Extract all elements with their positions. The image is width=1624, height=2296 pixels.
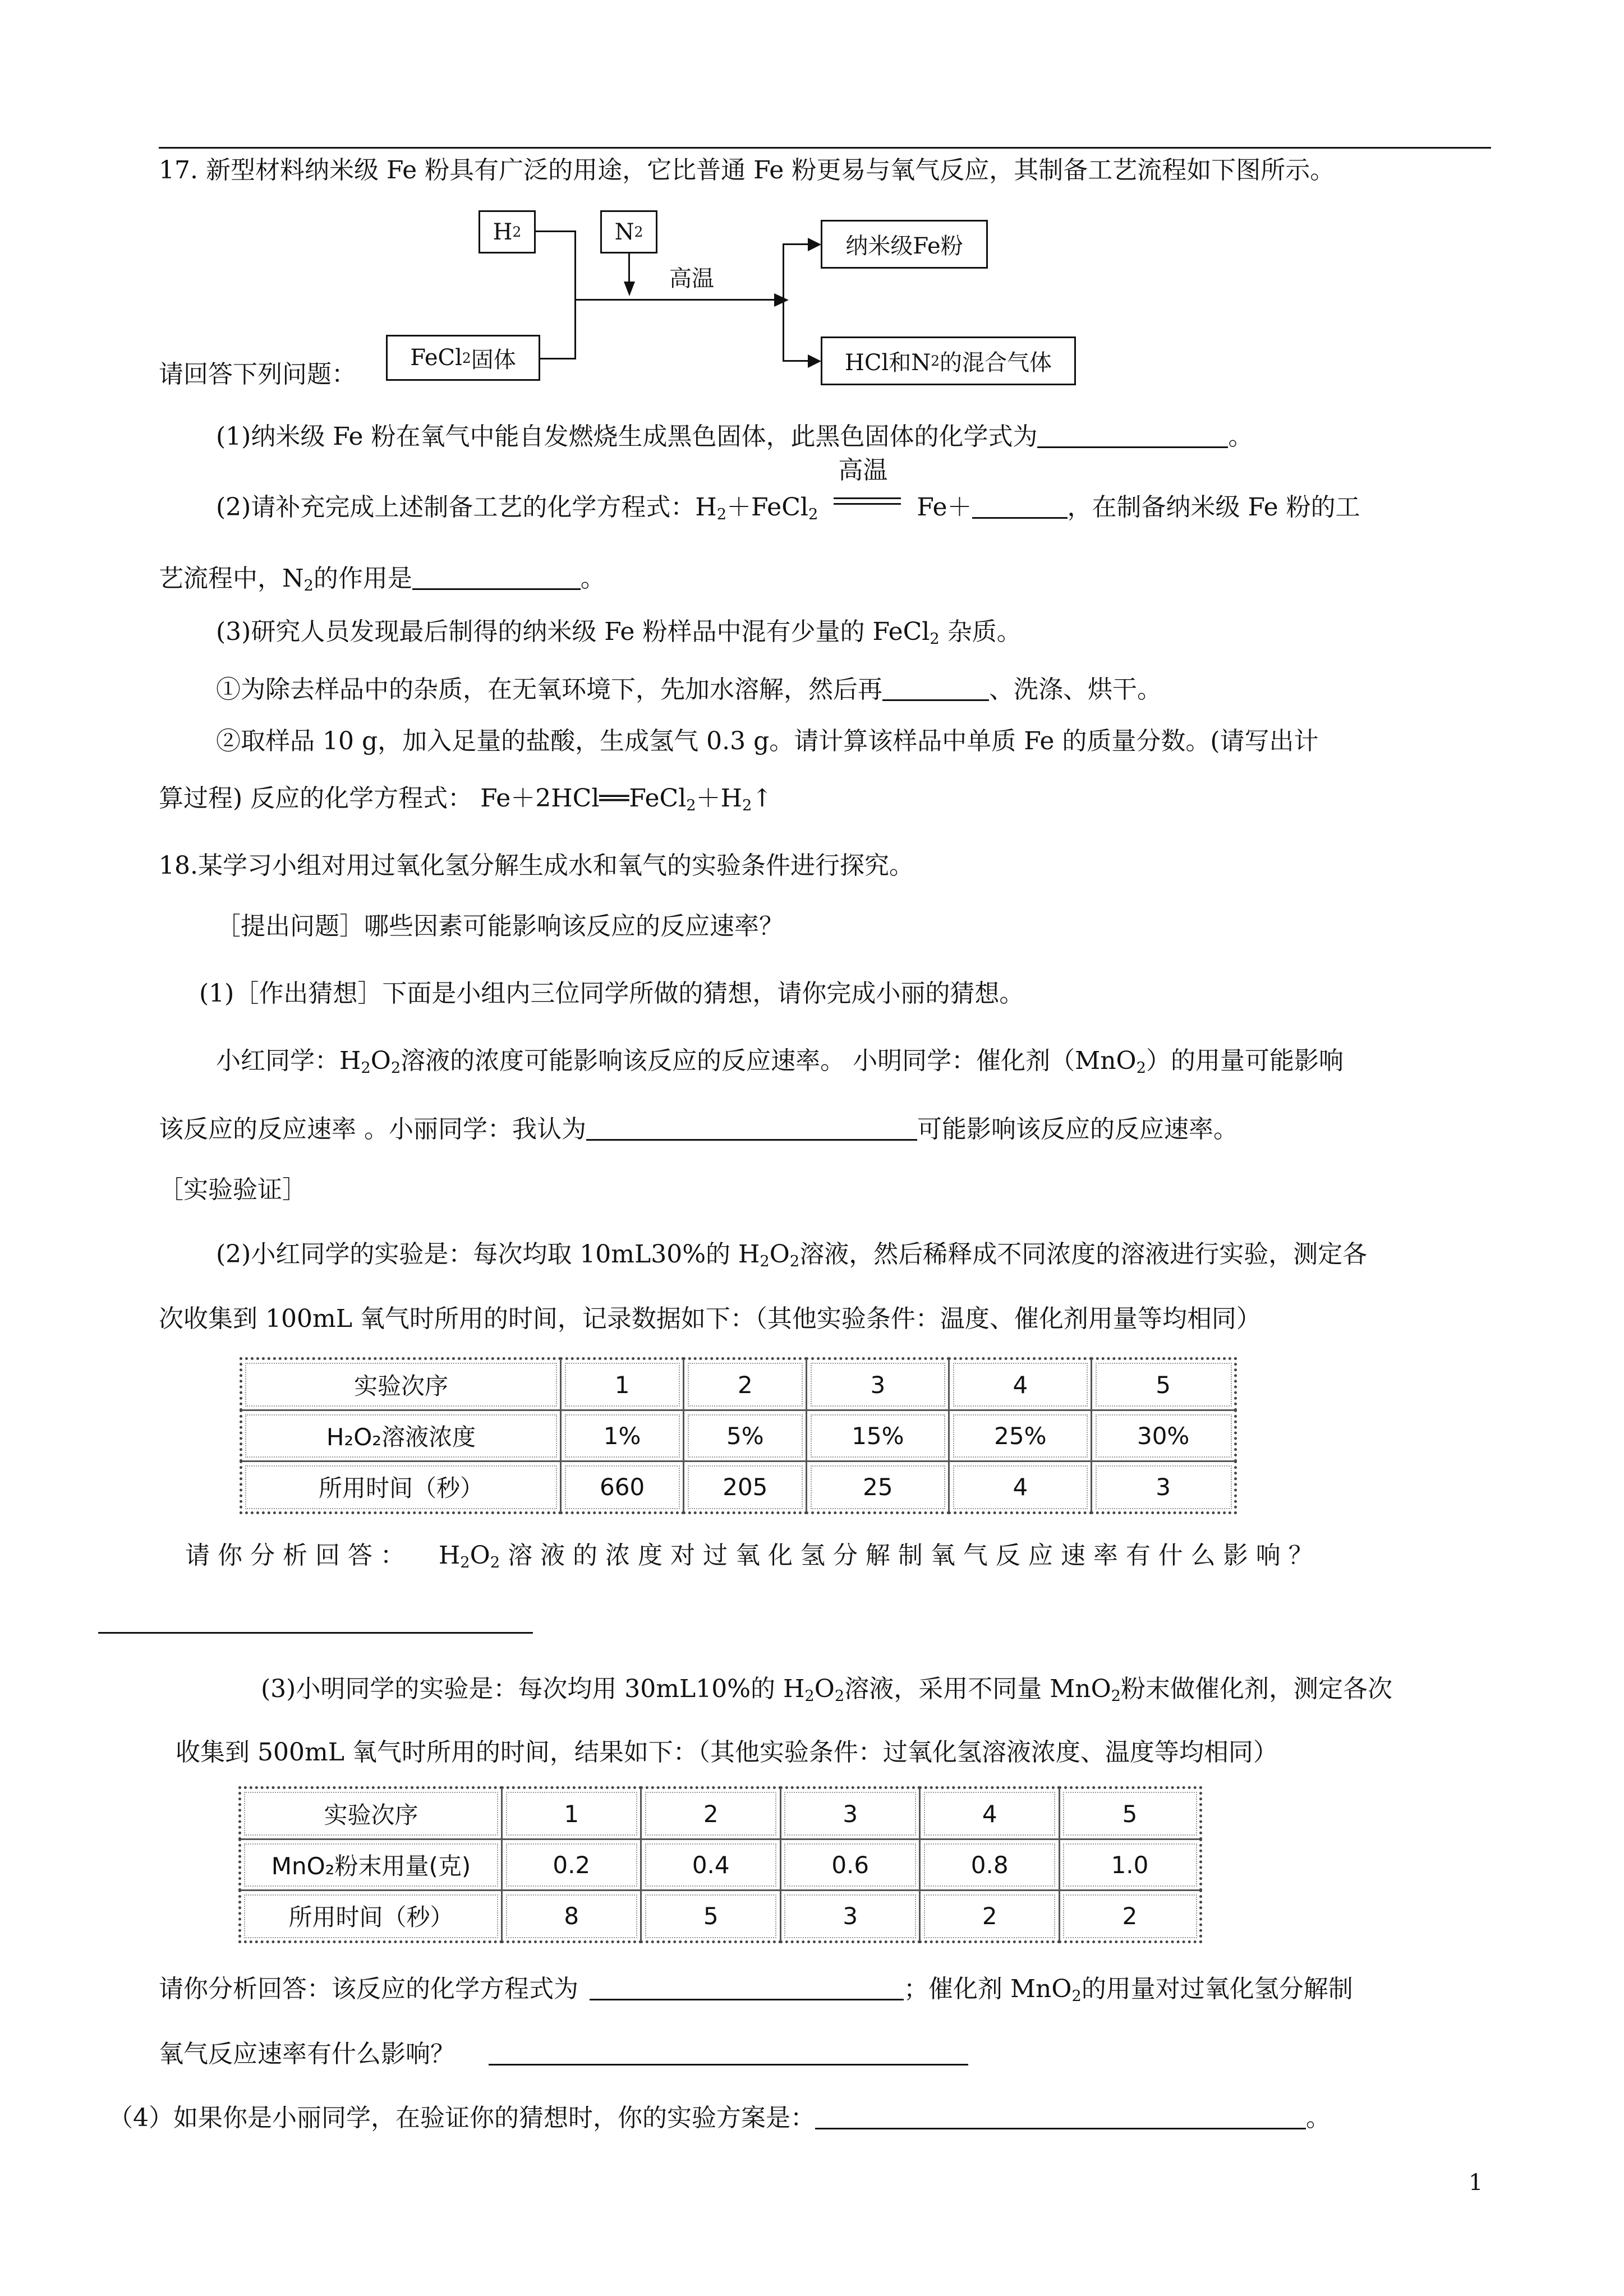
q18-p2-b: O (769, 1240, 790, 1269)
fecl2-sub: 2 (462, 349, 471, 366)
h2-box (479, 210, 536, 253)
q18-hong-sub1: 2 (361, 1059, 371, 1077)
table-cell: 3 (780, 1891, 919, 1942)
q18-verify-heading: ［实验验证］ (159, 1175, 307, 1204)
condition-line-a (834, 497, 901, 499)
q18-an1-sub1: 2 (460, 1553, 470, 1571)
nano-fe-label: 纳米级Fe粉 (845, 233, 963, 259)
table-row (241, 1461, 1236, 1513)
q17-p3-text-b: 杂质。 (939, 617, 1022, 646)
q17-p2-text-d: ，在制备纳米级 Fe 粉的工 (1067, 493, 1360, 522)
q18-an2-c: 的用量对过氧化氢分解制 (1081, 1975, 1353, 2003)
gas-mix-box (821, 336, 1076, 385)
q17-p3i-text-b: 、洗涤、烘干。 (989, 675, 1162, 704)
split-top-arrow (808, 237, 822, 252)
q18-an2-line2-text: 氧气反应速率有什么影响？ (159, 2040, 455, 2068)
fecl2-connector (540, 358, 576, 359)
q17-p3ii2-sub2: 2 (742, 796, 752, 814)
n2-label: N (614, 219, 634, 245)
gas-mix-label-b: 的混合气体 (940, 350, 1052, 376)
table-row (241, 1410, 1236, 1461)
q17-part3-ii: ②取样品 10 g，加入足量的盐酸，生成氢气 0.3 g。请计算该样品中单质 Fe 的质量分数。(请写出计 (216, 727, 1319, 755)
q18-p3-sub1: 2 (804, 1687, 815, 1705)
q18-an2-sub: 2 (1071, 1987, 1082, 2005)
table-header-cell: 4 (920, 1788, 1059, 1839)
q18-part1: (1)［作出猜想］下面是小组内三位同学所做的猜想，请你完成小丽的猜想。 (199, 979, 1024, 1008)
table-row (240, 1839, 1201, 1891)
q18-an2-b: ；催化剂 MnO (904, 1975, 1072, 2003)
table-header-cell: 实验次序 (240, 1788, 502, 1839)
table-cell: 0.4 (641, 1839, 780, 1891)
table-header-cell: 实验次序 (241, 1359, 561, 1410)
q18-li-b: 可能影响该反应的反应速率。 (917, 1115, 1238, 1144)
header-rule (159, 147, 1491, 149)
q18-p3-d: 粉末做催化剂，测定各次 (1121, 1675, 1393, 1703)
nano-fe-box (821, 220, 988, 269)
q17-part3 (216, 617, 1022, 648)
answer-blank-4[interactable] (882, 675, 989, 701)
q17-p1-end: 。 (1228, 422, 1253, 451)
high-temp-label: 高温 (669, 266, 714, 292)
table-row (240, 1891, 1201, 1942)
n2-box (600, 210, 657, 253)
reaction-condition (834, 456, 901, 515)
h2-label: H (493, 219, 513, 245)
q18-part2 (216, 1242, 1367, 1269)
q17-p2l2-end: 。 (580, 564, 605, 593)
table-row-label: 所用时间（秒） (240, 1891, 502, 1942)
q18-intro: 18.某学习小组对用过氧化氢分解生成水和氧气的实验条件进行探究。 (159, 851, 914, 880)
table-cell: 30% (1092, 1410, 1236, 1461)
answer-blank-7[interactable] (590, 1974, 904, 2000)
table-header-cell: 5 (1059, 1788, 1200, 1839)
n2-arrow-head (623, 282, 636, 297)
table-row-label: H₂O₂溶液浓度 (241, 1410, 561, 1461)
q17-p2-text-b: ＋FeCl (726, 493, 808, 522)
q18-p2-a: (2)小红同学的实验是：每次均取 10mL30%的 H (216, 1240, 760, 1269)
q18-p3-sub3: 2 (1111, 1687, 1121, 1705)
q18-an1-a: 请 你 分 析 回 答 ： (185, 1541, 405, 1570)
answer-blank-9[interactable] (815, 2103, 1306, 2129)
table-header-cell: 4 (949, 1359, 1092, 1410)
table-header-cell: 3 (780, 1788, 919, 1839)
q17-p3i-text-a: ①为除去样品中的杂质，在无氧环境下，先加水溶解，然后再 (216, 675, 882, 704)
q18-xiaohong (216, 1046, 1344, 1077)
table-cell: 4 (949, 1461, 1092, 1513)
answer-blank-5[interactable] (586, 1114, 917, 1141)
table-mno2 (238, 1786, 1202, 1943)
table-cell: 1% (561, 1410, 684, 1461)
table-cell: 0.8 (920, 1839, 1059, 1891)
q17-intro: 17. 新型材料纳米级 Fe 粉具有广泛的用途，它比普通 Fe 粉更易与氧气反应，其制备工艺流程如下图所示。 (159, 156, 1335, 185)
q18-p4-end: 。 (1306, 2104, 1331, 2132)
table-cell: 660 (561, 1461, 684, 1513)
table-row-label: MnO₂粉末用量(克) (240, 1839, 502, 1891)
fecl2-label: FeCl (410, 345, 462, 371)
fecl2-box (386, 335, 540, 381)
q17-p2l2-text-a: 艺流程中，N (159, 564, 304, 593)
table-cell: 15% (807, 1410, 949, 1461)
table-cell: 205 (684, 1461, 807, 1513)
table-header-cell: 1 (561, 1359, 684, 1410)
q18-part3-line2: 收集到 500mL 氧气时所用的时间，结果如下：（其他实验条件：过氧化氢溶液浓度、温度等均相同） (176, 1738, 1278, 1767)
answer-blank-8[interactable] (489, 2039, 968, 2066)
q18-p3-sub2: 2 (834, 1687, 845, 1705)
q18-analyze2-line2 (159, 2039, 968, 2067)
q17-p1-text: (1)纳米级 Fe 粉在氧气中能自发燃烧生成黑色固体，此黑色固体的化学式为 (216, 422, 1038, 451)
q17-p3ii2-text-a: 算过程) 反应的化学方程式： Fe＋2HCl══FeCl (159, 784, 687, 813)
n2-sub: 2 (634, 224, 643, 240)
q18-hong-a: 小红同学：H (216, 1046, 361, 1075)
h2-sub: 2 (512, 224, 522, 240)
gas-mix-label-a: HCl和N (844, 350, 931, 376)
q18-analyze2 (159, 1974, 1353, 2004)
table-header-cell: 5 (1092, 1359, 1236, 1410)
table-concentration (240, 1357, 1237, 1514)
answer-blank-6[interactable] (98, 1632, 533, 1634)
table-cell: 8 (502, 1891, 641, 1942)
q18-hong-b: O (370, 1046, 391, 1075)
gas-arrow: ↑ (752, 784, 773, 813)
table-header-cell: 3 (807, 1359, 949, 1410)
q18-hong-d: ）的用量可能影响 (1145, 1046, 1344, 1075)
q17-part1 (216, 422, 1253, 449)
fecl2-rest: 固体 (471, 347, 516, 373)
merge-vertical (574, 230, 576, 359)
q17-part3-ii-line2 (159, 786, 772, 813)
table-cell: 5% (684, 1410, 807, 1461)
q18-hong-sub3: 2 (1136, 1059, 1146, 1077)
q18-xiaoli (159, 1114, 1238, 1142)
q18-analyze1 (185, 1543, 1313, 1570)
q18-part3 (261, 1677, 1392, 1704)
table-cell: 0.6 (780, 1839, 919, 1891)
q18-li-a: 该反应的反应速率 。小丽同学：我认为 (159, 1115, 586, 1144)
q17-p2l2-sub: 2 (303, 577, 314, 594)
q17-p2l2-text-b: 的作用是 (313, 564, 412, 593)
split-vertical (783, 243, 784, 361)
q18-p4-text: （4）如果你是小丽同学，在验证你的猜想时，你的实验方案是： (108, 2104, 815, 2132)
table-header-cell: 2 (641, 1788, 780, 1839)
q18-p3-b: O (814, 1675, 835, 1703)
q18-p2-c: 溶液，然后稀释成不同浓度的溶液进行实验，测定各 (799, 1240, 1368, 1269)
table-row (241, 1359, 1236, 1410)
table-row (240, 1788, 1201, 1839)
condition-line-b (834, 503, 901, 505)
q18-hong-sub2: 2 (390, 1059, 401, 1077)
q18-an1-sub2: 2 (490, 1553, 500, 1571)
q18-part2-line2: 次收集到 100mL 氧气时所用的时间，记录数据如下：（其他实验条件：温度、催化剂用量等均相同） (159, 1304, 1261, 1333)
q17-part2 (216, 456, 1360, 523)
q17-p2-sub-b: 2 (808, 505, 818, 523)
q17-p2-sub-a: 2 (716, 505, 727, 523)
answer-blank-2[interactable] (972, 492, 1068, 519)
q18-part4 (108, 2103, 1331, 2131)
q17-part3-i (216, 675, 1162, 702)
split-bottom-arrow (808, 353, 822, 369)
answer-blank-3[interactable] (412, 564, 581, 590)
condition-text: 高温 (838, 456, 888, 485)
q18-question: ［提出问题］哪些因素可能影响该反应的反应速率？ (216, 912, 784, 940)
q18-p3-c: 溶液，采用不同量 MnO (844, 1675, 1111, 1703)
table-cell: 0.2 (502, 1839, 641, 1891)
table-cell: 1.0 (1059, 1839, 1200, 1891)
table-cell: 2 (920, 1891, 1059, 1942)
q17-p3ii2-text-b: ＋H (696, 784, 743, 813)
table-row-label: 所用时间（秒） (241, 1461, 561, 1513)
main-arrow-line (574, 299, 783, 301)
q18-an1-d: 溶 液 的 浓 度 对 过 氧 化 氢 分 解 制 氧 气 反 应 速 率 有 什 么 影 响 ？ (500, 1541, 1313, 1570)
page-number: 1 (1469, 2170, 1483, 2196)
q18-an2-a: 请你分析回答：该反应的化学方程式为 (159, 1975, 578, 2003)
table-cell: 25 (807, 1461, 949, 1513)
q17-p2-text-a: (2)请补充完成上述制备工艺的化学方程式：H (216, 493, 717, 522)
q17-p2-text-c: Fe＋ (917, 493, 972, 522)
q17-p3-sub: 2 (930, 630, 940, 648)
q18-an1-c: O (470, 1541, 490, 1570)
table-cell: 3 (1092, 1461, 1236, 1513)
gas-mix-sub: 2 (931, 353, 940, 369)
q18-an1-b: H (438, 1541, 461, 1570)
table-header-cell: 1 (502, 1788, 641, 1839)
table-cell: 2 (1059, 1891, 1200, 1942)
main-arrow-head (774, 292, 790, 308)
q17-p3-text-a: (3)研究人员发现最后制得的纳米级 Fe 粉样品中混有少量的 FeCl (216, 617, 930, 646)
q18-p2-sub1: 2 (760, 1252, 770, 1270)
table-header-cell: 2 (684, 1359, 807, 1410)
q17-p3ii2-sub1: 2 (686, 796, 696, 814)
table-cell: 25% (949, 1410, 1092, 1461)
answer-blank-1[interactable] (1037, 422, 1228, 448)
h2-connector (536, 230, 576, 232)
q18-hong-c: 溶液的浓度可能影响该反应的反应速率。 小明同学：催化剂（MnO (401, 1046, 1137, 1075)
q18-p2-sub2: 2 (789, 1252, 800, 1270)
q17-prompt: 请回答下列问题： (159, 360, 356, 389)
table-cell: 5 (641, 1891, 780, 1942)
q17-part2-line2 (159, 564, 605, 593)
q18-p3-a: (3)小明同学的实验是：每次均用 30mL10%的 H (261, 1675, 805, 1703)
